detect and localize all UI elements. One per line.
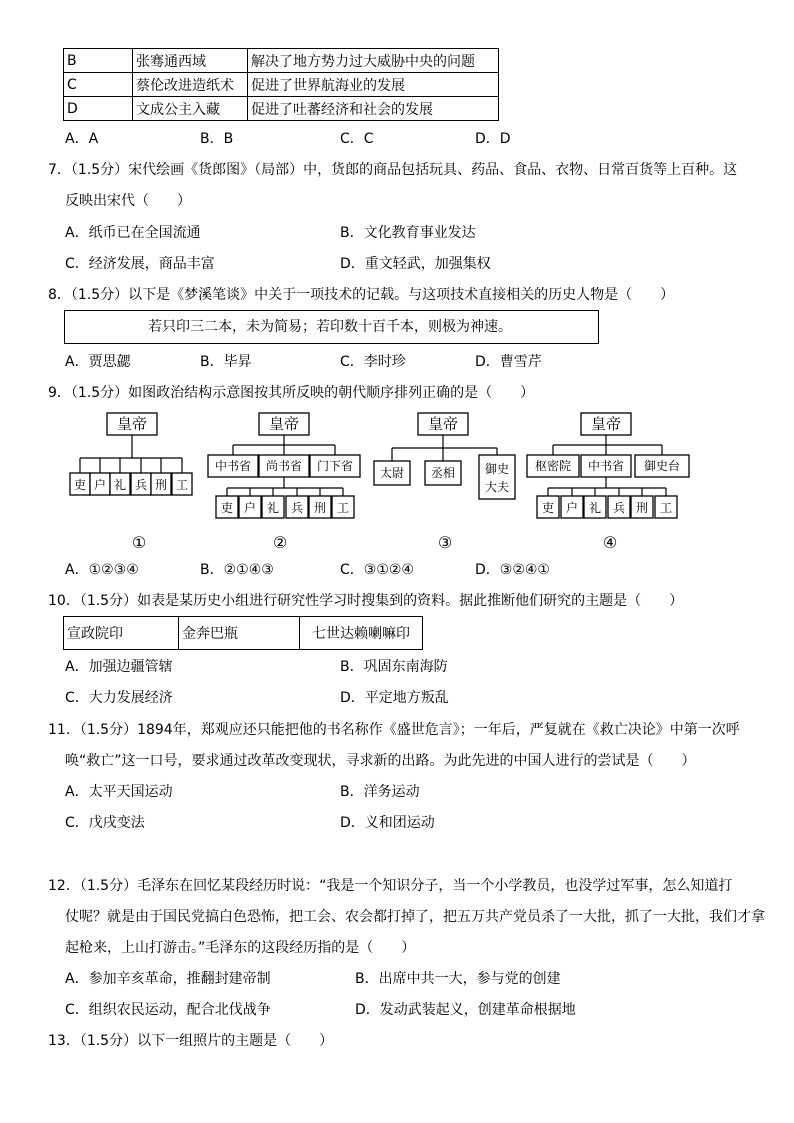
diagram-2-menxia: 门下省 <box>316 459 354 473</box>
q12-option-a[interactable]: A．参加辛亥革命，推翻封建帝制 <box>65 971 271 987</box>
ministry-label: 工 <box>175 478 189 492</box>
table-row <box>64 73 499 97</box>
ministry-label: 礼 <box>113 478 127 492</box>
ministry-label: 吏 <box>220 501 234 515</box>
q9-option-b[interactable]: B．②①④③ <box>200 562 274 578</box>
table-cell: 文成公主入藏 <box>133 97 248 121</box>
q12-stem-line2: 仗呢？就是由于国民党搞白色恐怖，把工会、农会都打掉了，把五万共产党员杀了一大批，抓了一大批，我们才拿 <box>65 909 765 925</box>
diagram-2-shangshu: 尚书省 <box>265 459 303 473</box>
ministry-label: 刑 <box>635 501 649 515</box>
q12-stem-line3: 起枪来，上山打游击。”毛泽东的这段经历指的是（ ） <box>65 940 416 956</box>
q8-option-b[interactable]: B．毕昇 <box>200 354 252 370</box>
q6-option-d[interactable]: D．D <box>475 131 511 147</box>
diagram-1-ministries <box>70 458 192 495</box>
q9-stem: 9．（1.5分）如图政治结构示意图按其所反映的朝代顺序排列正确的是（ ） <box>48 385 535 401</box>
q11-option-a[interactable]: A．太平天国运动 <box>65 784 173 800</box>
q8-quote-box <box>64 310 599 344</box>
diagram-4-shumi: 枢密院 <box>534 459 572 473</box>
q8-option-c[interactable]: C．李时珍 <box>340 354 406 370</box>
q6-option-a[interactable]: A．A <box>65 131 99 147</box>
q9-option-a[interactable]: A．①②③④ <box>65 562 139 578</box>
table-cell: D <box>64 97 133 121</box>
diagram-3 <box>374 413 515 552</box>
q6-option-c[interactable]: C．C <box>340 131 374 147</box>
q7-option-c[interactable]: C．经济发展，商品丰富 <box>65 256 215 272</box>
q10-table <box>63 616 423 650</box>
q6-option-b[interactable]: B．B <box>200 131 234 147</box>
q10-option-a[interactable]: A．加强边疆管辖 <box>65 659 173 675</box>
q11-option-b[interactable]: B．洋务运动 <box>340 784 420 800</box>
table-cell: 宣政院印 <box>64 617 179 650</box>
ministry-label: 兵 <box>612 501 626 515</box>
diagram-1 <box>70 413 192 552</box>
q7-option-b[interactable]: B．文化教育事业发达 <box>340 225 476 241</box>
diagram-4-yushitai: 御史台 <box>643 459 681 473</box>
table-cell: 张骞通西域 <box>133 49 248 73</box>
diagram-1-label: ① <box>131 533 147 552</box>
diagram-1-emperor: 皇帝 <box>116 415 148 433</box>
diagram-3-yushi: 御史 <box>484 462 510 476</box>
q11-stem-line1: 11．（1.5分）1894年，郑观应还只能把他的书名称作《盛世危言》；一年后，严复就在《救亡决论》中第一次呼 <box>48 722 740 738</box>
diagram-2 <box>208 413 360 552</box>
q11-option-d[interactable]: D．义和团运动 <box>340 815 435 831</box>
table-cell: 促进了世界航海业的发展 <box>248 73 499 97</box>
q6-table <box>63 48 499 121</box>
q11-option-c[interactable]: C．戊戌变法 <box>65 815 145 831</box>
q13-stem: 13．（1.5分）以下一组照片的主题是（ ） <box>48 1033 334 1049</box>
q9-option-c[interactable]: C．③①②④ <box>340 562 414 578</box>
q8-option-d[interactable]: D．曹雪芹 <box>475 354 542 370</box>
ministry-label: 刑 <box>313 501 327 515</box>
ministry-label: 户 <box>243 501 257 515</box>
table-cell: C <box>64 73 133 97</box>
q9-option-d[interactable]: D．③②④① <box>475 562 550 578</box>
q12-option-d[interactable]: D．发动武装起义，创建革命根据地 <box>355 1002 576 1018</box>
diagram-4-zhongshu: 中书省 <box>587 459 625 473</box>
ministry-label: 兵 <box>134 478 148 492</box>
ministry-label: 兵 <box>290 501 304 515</box>
diagram-4-label: ④ <box>602 533 618 552</box>
diagram-2-zhongshu: 中书省 <box>214 459 252 473</box>
diagram-2-label: ② <box>272 533 288 552</box>
q9-diagrams <box>0 403 794 553</box>
table-cell: 金奔巴瓶 <box>179 617 300 650</box>
diagram-3-dafu: 大夫 <box>484 480 510 494</box>
table-row <box>64 97 499 121</box>
q12-stem-line1: 12．（1.5分）毛泽东在回忆某段经历时说：“我是一个知识分子，当一个小学教员，也没学过军事，怎么知道打 <box>48 878 733 894</box>
diagram-4 <box>527 413 689 552</box>
ministry-label: 刑 <box>154 478 168 492</box>
q7-option-a[interactable]: A．纸币已在全国流通 <box>65 225 201 241</box>
table-cell: 蔡伦改进造纸术 <box>133 73 248 97</box>
q7-option-d[interactable]: D．重文轻武，加强集权 <box>340 256 491 272</box>
table-cell: B <box>64 49 133 73</box>
ministry-label: 户 <box>93 478 107 492</box>
diagram-3-taiwei: 太尉 <box>379 466 405 480</box>
table-cell: 促进了吐蕃经济和社会的发展 <box>248 97 499 121</box>
q7-stem-line2: 反映出宋代（ ） <box>65 193 191 209</box>
diagram-3-emperor: 皇帝 <box>427 415 459 433</box>
diagram-4-emperor: 皇帝 <box>590 415 622 433</box>
q12-option-b[interactable]: B．出席中共一大，参与党的创建 <box>355 971 561 987</box>
q11-stem-line2: 唤“救亡”这一口号，要求通过改革改变现状，寻求新的出路。为此先进的中国人进行的尝试是（ ） <box>65 753 696 769</box>
ministry-label: 工 <box>659 501 673 515</box>
diagram-2-emperor: 皇帝 <box>268 415 300 433</box>
table-row <box>64 617 423 650</box>
q12-option-c[interactable]: C．组织农民运动，配合北伐战争 <box>65 1002 271 1018</box>
table-cell: 解决了地方势力过大威胁中央的问题 <box>248 49 499 73</box>
q10-option-b[interactable]: B．巩固东南海防 <box>340 659 448 675</box>
ministry-label: 吏 <box>541 501 555 515</box>
q8-option-a[interactable]: A．贾思勰 <box>65 354 131 370</box>
diagram-3-chengxiang: 丞相 <box>430 466 456 480</box>
q10-option-d[interactable]: D．平定地方叛乱 <box>340 690 449 706</box>
ministry-label: 户 <box>565 501 579 515</box>
ministry-label: 礼 <box>588 501 602 515</box>
q7-stem-line1: 7．（1.5分）宋代绘画《货郎图》（局部）中，货郎的商品包括玩具、药品、食品、衣物、日常百货等上百种。这 <box>48 162 738 178</box>
q10-option-c[interactable]: C．大力发展经济 <box>65 690 173 706</box>
diagram-3-label: ③ <box>437 533 453 552</box>
ministry-label: 工 <box>336 501 350 515</box>
q8-quote-text: 若只印三二本，未为简易；若印数十百千本，则极为神速。 <box>148 319 512 335</box>
q8-stem: 8．（1.5分）以下是《梦溪笔谈》中关于一项技术的记载。与这项技术直接相关的历史人物是（ ） <box>48 287 675 303</box>
ministry-label: 吏 <box>73 478 87 492</box>
table-row <box>64 49 499 73</box>
ministry-label: 礼 <box>266 501 280 515</box>
table-cell: 七世达赖喇嘛印 <box>300 617 423 650</box>
q10-stem: 10．（1.5分）如表是某历史小组进行研究性学习时搜集到的资料。据此推断他们研究的主题是（ ） <box>48 593 684 609</box>
